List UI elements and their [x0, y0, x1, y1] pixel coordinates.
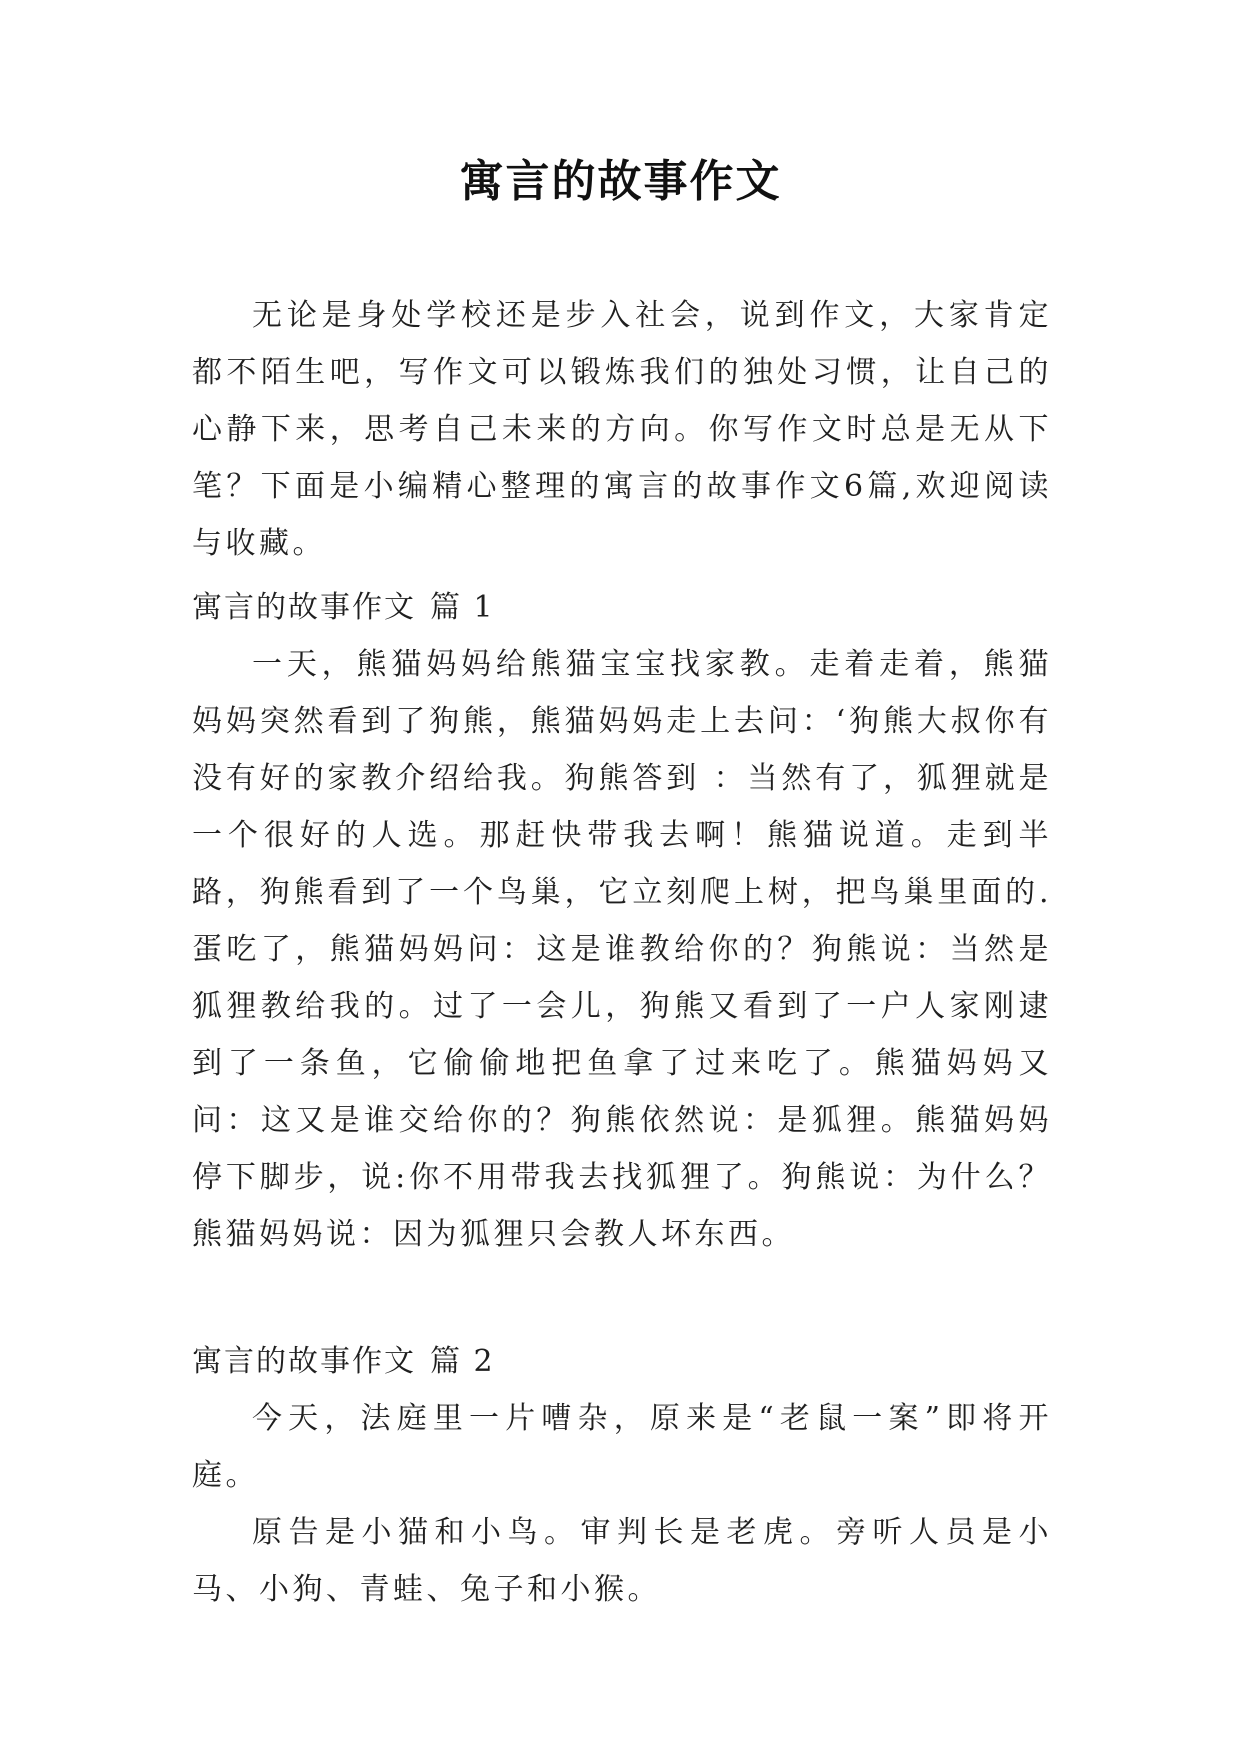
section-heading-2 — [192, 1333, 495, 1390]
section-body-2 — [192, 1390, 1052, 1618]
document-title: 寓言的故事作文 — [459, 156, 782, 207]
section-heading-1 — [192, 579, 495, 636]
section-body-1 — [192, 636, 1052, 1263]
section-heading-title: 寓言的故事作文 — [192, 1344, 416, 1379]
intro-paragraph: 无论是身处学校还是步入社会，说到作文，大家肯定都不陌生吧，写作文可以锻炼我们的独处习惯，让自己的心静下来，思考自己未来的方向。你写作文时总是无从下笔？下面是小编精心整理的寓言的故事作文6篇,欢迎阅读与收藏。 — [192, 298, 1052, 561]
section-heading-number: 篇 2 — [430, 1344, 495, 1379]
intro-section — [192, 287, 1052, 572]
section-heading-number: 篇 1 — [430, 590, 495, 625]
section-paragraph: 原告是小猫和小鸟。审判长是老虎。旁听人员是小马、小狗、青蛙、兔子和小猴。 — [192, 1515, 1052, 1607]
section-paragraph: 今天，法庭里一片嘈杂，原来是“老鼠一案”即将开庭。 — [192, 1401, 1052, 1493]
section-heading-title: 寓言的故事作文 — [192, 590, 416, 625]
section-paragraph: 一天，熊猫妈妈给熊猫宝宝找家教。走着走着，熊猫妈妈突然看到了狗熊，熊猫妈妈走上去问：‘狗熊大叔你有没有好的家教介绍给我。狗熊答到 ：当然有了，狐狸就是一个很好的人选。那赶快带我去啊！熊猫说道。走到半路，狗熊看到了一个鸟巢，它立刻爬上树，把鸟巢里面的.蛋吃了，熊猫妈妈问：这是谁教给你的？狗熊说：当然是狐狸教给我的。过了一会儿，狗熊又看到了一户人家刚逮到了一条鱼，它偷偷地把鱼拿了过来吃了。熊猫妈妈又问：这又是谁交给你的？狗熊依然说：是狐狸。熊猫妈妈停下脚步，说:你不用带我去找狐狸了。狗熊说：为什么？熊猫妈妈说：因为狐狸只会教人坏东西。 — [192, 647, 1052, 1252]
